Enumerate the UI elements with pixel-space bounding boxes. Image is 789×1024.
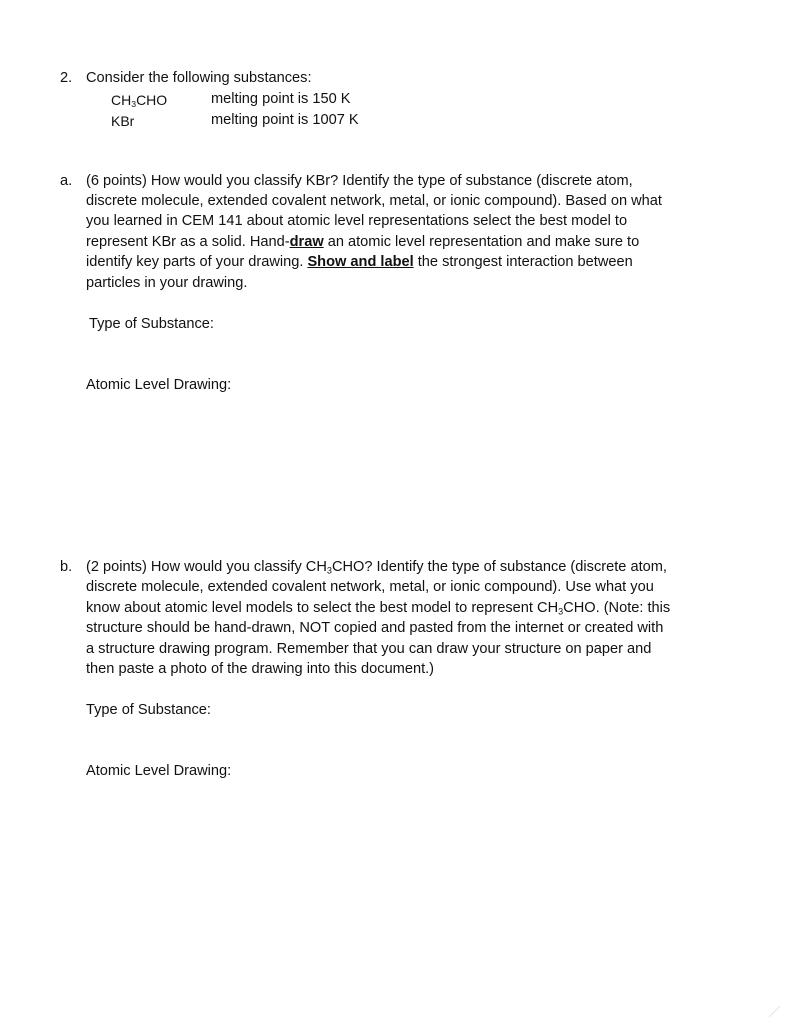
substance-formula-2: KBr bbox=[111, 113, 135, 129]
part-a-letter: a. bbox=[60, 173, 73, 189]
part-a-line-2: discrete molecule, extended covalent network, metal, or ionic compound). Based on what bbox=[86, 193, 662, 209]
part-a-drawing-label: Atomic Level Drawing: bbox=[86, 377, 232, 393]
part-b-letter: b. bbox=[60, 559, 73, 575]
part-b-line-6: then paste a photo of the drawing into this document.) bbox=[86, 661, 435, 677]
emphasis-show-and-label: Show and label bbox=[307, 254, 414, 270]
question-intro: Consider the following substances: bbox=[86, 70, 312, 86]
part-a-line-6: particles in your drawing. bbox=[86, 275, 248, 291]
part-b-type-label: Type of Substance: bbox=[86, 702, 211, 718]
substance-property-1: melting point is 150 K bbox=[211, 91, 351, 107]
part-b-line-3: know about atomic level models to select the best model to represent $CH_3CHO$. (Note: this bbox=[86, 600, 671, 617]
part-a-line-1: (6 points) How would you classify KBr? Identify the type of substance (discrete atom, bbox=[86, 173, 633, 189]
part-a-line-4: represent KBr as a solid. Hand-draw an atomic level representation and make sure to bbox=[86, 234, 640, 250]
part-a-type-label: Type of Substance: bbox=[89, 316, 214, 332]
substance-formula-1: $CH_3CHO$ bbox=[111, 92, 168, 110]
emphasis-draw: draw bbox=[289, 234, 324, 250]
part-b-line-4: structure should be hand-drawn, NOT copied and pasted from the internet or created with bbox=[86, 620, 664, 636]
question-number: 2. bbox=[60, 70, 73, 86]
corner-mark-icon bbox=[767, 1004, 781, 1018]
part-a-line-3: you learned in CEM 141 about atomic level representations select the best model to bbox=[86, 213, 628, 229]
part-b-line-2: discrete molecule, extended covalent network, metal, or ionic compound). Use what you bbox=[86, 579, 654, 595]
part-b-line-5: a structure drawing program. Remember that you can draw your structure on paper and bbox=[86, 641, 652, 657]
part-b-drawing-label: Atomic Level Drawing: bbox=[86, 763, 232, 779]
part-a-line-5: identify key parts of your drawing. Show and label the strongest interaction between bbox=[86, 254, 633, 270]
part-b-line-1: (2 points) How would you classify $CH_3CHO$? Identify the type of substance (discrete atom, bbox=[86, 559, 667, 576]
substance-property-2: melting point is 1007 K bbox=[211, 112, 359, 128]
